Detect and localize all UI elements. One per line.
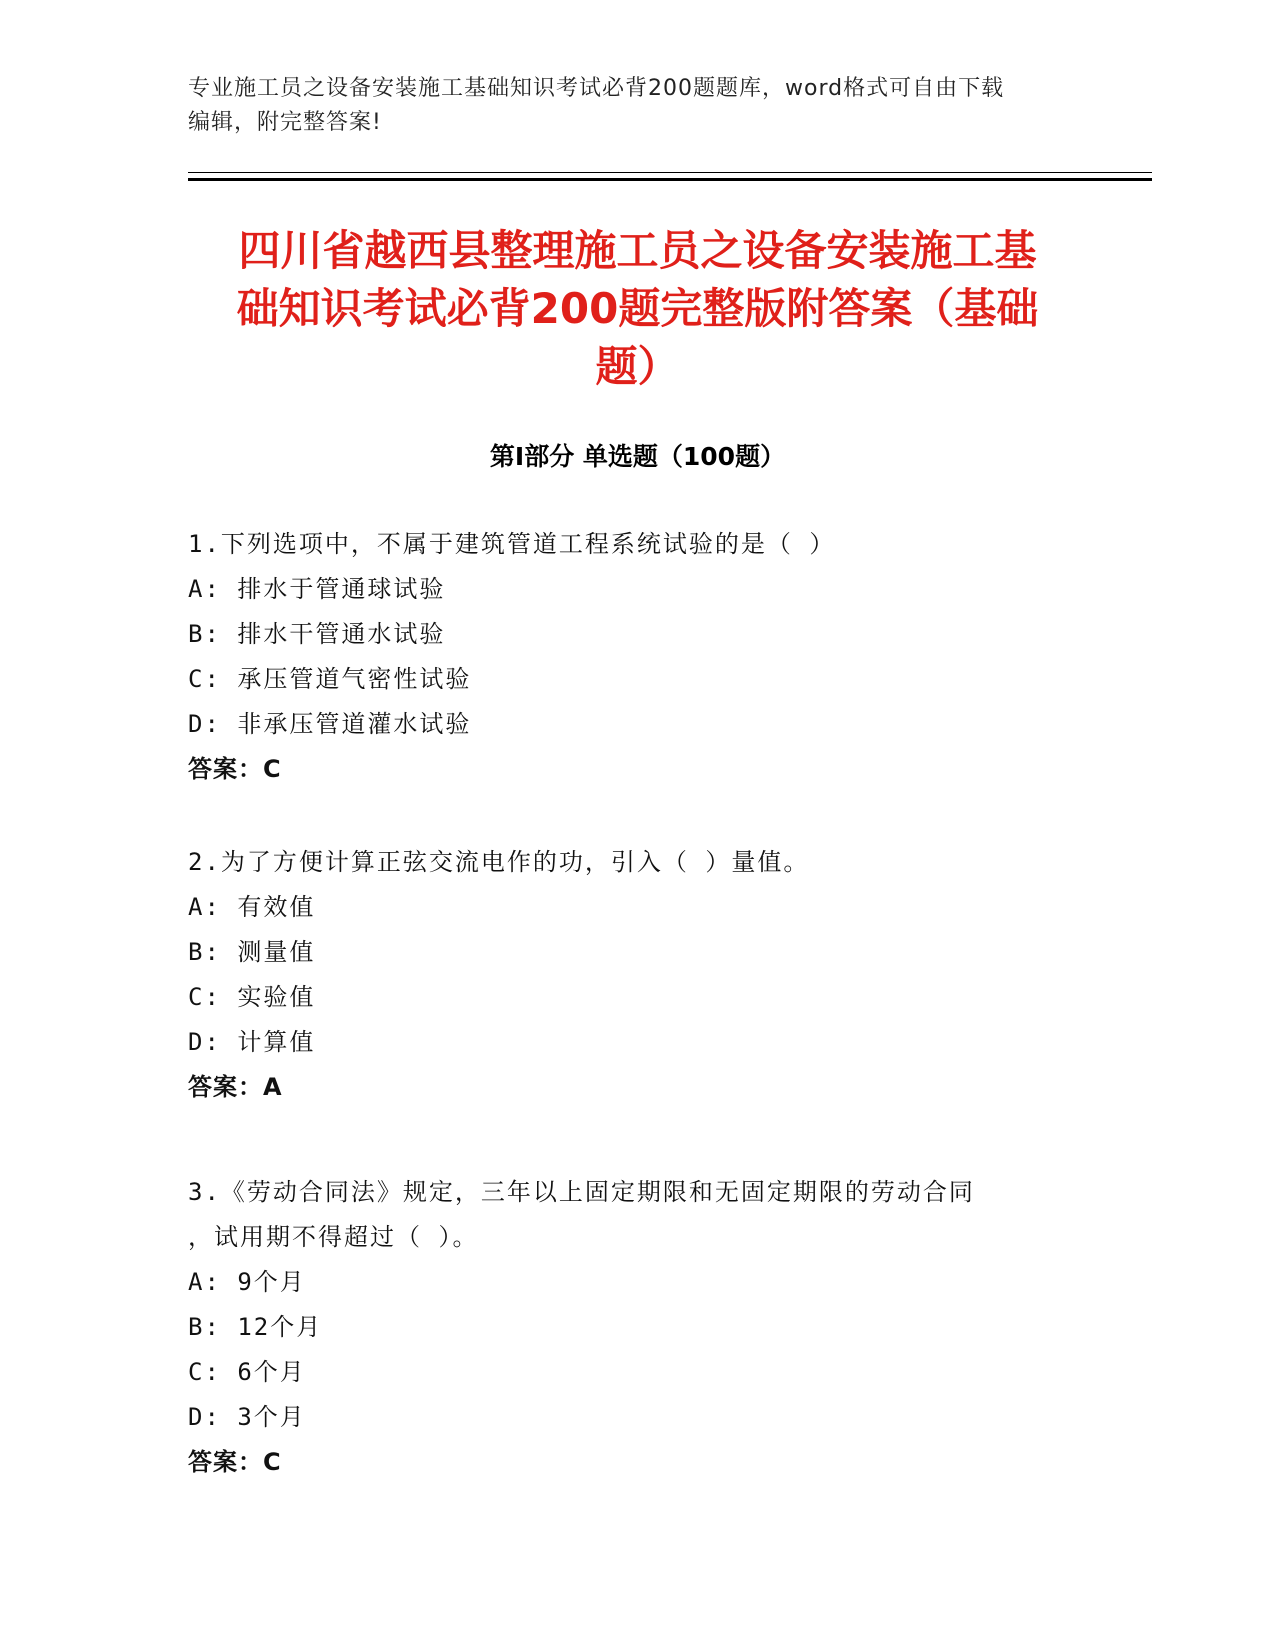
option-c: C: 承压管道气密性试验: [188, 665, 472, 693]
title-line: 四川省越西县整理施工员之设备安装施工基: [238, 226, 1037, 275]
title-line: 题）: [595, 342, 680, 391]
option-c: C: 6个月: [188, 1358, 306, 1386]
option-d: D: 3个月: [188, 1403, 306, 1431]
header-divider-thick: [188, 178, 1152, 181]
header-note: [188, 72, 1088, 140]
document-title: [150, 222, 1125, 396]
section-heading: 第I部分 单选题（100题）: [489, 442, 786, 471]
answer-line: 答案：C: [188, 1448, 282, 1476]
option-c: C: 实验值: [188, 983, 316, 1011]
question-item: [188, 840, 1088, 1110]
question-stem: 1.下列选项中，不属于建筑管道工程系统试验的是（ ）: [188, 530, 836, 558]
option-d: D: 计算值: [188, 1028, 316, 1056]
option-b: B: 排水干管通水试验: [188, 620, 446, 648]
option-b: B: 12个月: [188, 1313, 323, 1341]
option-a: A: 排水于管通球试验: [188, 575, 446, 603]
option-d: D: 非承压管道灌水试验: [188, 710, 472, 738]
option-a: A: 有效值: [188, 893, 316, 921]
header-note-line: 编辑，附完整答案!: [188, 110, 382, 135]
header-note-line: 专业施工员之设备安装施工基础知识考试必背200题题库，word格式可自由下载: [188, 76, 1005, 101]
option-a: A: 9个月: [188, 1268, 306, 1296]
option-b: B: 测量值: [188, 938, 316, 966]
question-stem: 2.为了方便计算正弦交流电作的功，引入（ ）量值。: [188, 848, 810, 876]
title-line: 础知识考试必背200题完整版附答案（基础: [236, 284, 1039, 333]
header-divider-thin: [188, 172, 1152, 173]
question-stem: 3.《劳动合同法》规定，三年以上固定期限和无固定期限的劳动合同: [188, 1178, 975, 1206]
question-item: [188, 522, 1088, 792]
question-item: [188, 1170, 1088, 1485]
answer-line: 答案：C: [188, 755, 282, 783]
answer-line: 答案：A: [188, 1073, 283, 1101]
question-stem-continued: ，试用期不得超过（ ）。: [188, 1223, 479, 1251]
